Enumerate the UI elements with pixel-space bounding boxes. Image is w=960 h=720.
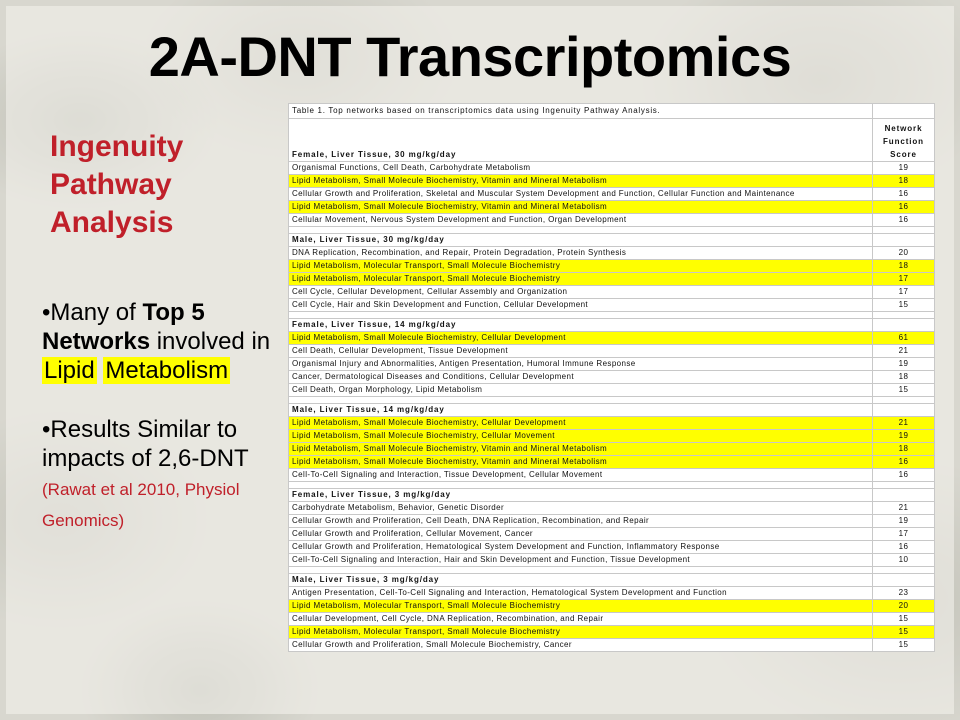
score-cell: 18 bbox=[873, 443, 935, 456]
table-row bbox=[289, 299, 935, 312]
network-cell: Cellular Development, Cell Cycle, DNA Replication, Recombination, and Repair bbox=[289, 613, 873, 626]
network-cell: Organismal Functions, Cell Death, Carbohydrate Metabolism bbox=[289, 162, 873, 175]
table-row bbox=[289, 528, 935, 541]
table-row bbox=[289, 502, 935, 515]
score-cell: 17 bbox=[873, 528, 935, 541]
table-group-row bbox=[289, 574, 935, 587]
table-row bbox=[289, 384, 935, 397]
table-spacer-row bbox=[289, 227, 935, 234]
network-cell: Cell Cycle, Cellular Development, Cellular Assembly and Organization bbox=[289, 286, 873, 299]
score-cell: 10 bbox=[873, 554, 935, 567]
table-row bbox=[289, 286, 935, 299]
network-cell: Cell-To-Cell Signaling and Interaction, Tissue Development, Cellular Movement bbox=[289, 469, 873, 482]
network-cell: Lipid Metabolism, Small Molecule Biochemistry, Vitamin and Mineral Metabolism bbox=[289, 443, 873, 456]
table-spacer-row bbox=[289, 482, 935, 489]
score-cell: 21 bbox=[873, 502, 935, 515]
score-cell: 61 bbox=[873, 332, 935, 345]
score-cell: 21 bbox=[873, 417, 935, 430]
table-row bbox=[289, 260, 935, 273]
table-row bbox=[289, 626, 935, 639]
score-cell: 15 bbox=[873, 613, 935, 626]
network-cell: Lipid Metabolism, Molecular Transport, Small Molecule Biochemistry bbox=[289, 260, 873, 273]
table-row bbox=[289, 587, 935, 600]
table-row bbox=[289, 430, 935, 443]
table-spacer-row bbox=[289, 397, 935, 404]
ipa-line: Pathway bbox=[50, 168, 172, 201]
bullet-list bbox=[42, 298, 282, 565]
network-cell: DNA Replication, Recombination, and Repair, Protein Degradation, Protein Synthesis bbox=[289, 247, 873, 260]
ipa-line: Analysis bbox=[50, 206, 174, 239]
group-label: Female, Liver Tissue, 3 mg/kg/day bbox=[289, 489, 873, 502]
network-cell: Lipid Metabolism, Molecular Transport, Small Molecule Biochemistry bbox=[289, 273, 873, 286]
table-row bbox=[289, 332, 935, 345]
network-cell: Organismal Injury and Abnormalities, Antigen Presentation, Humoral Immune Response bbox=[289, 358, 873, 371]
table-row bbox=[289, 443, 935, 456]
network-cell: Lipid Metabolism, Small Molecule Biochemistry, Vitamin and Mineral Metabolism bbox=[289, 456, 873, 469]
table-row bbox=[289, 417, 935, 430]
network-cell: Cell-To-Cell Signaling and Interaction, Hair and Skin Development and Function, Tissue Development bbox=[289, 554, 873, 567]
network-cell: Cell Death, Cellular Development, Tissue Development bbox=[289, 345, 873, 358]
score-header-line: Score bbox=[890, 150, 917, 159]
network-cell: Lipid Metabolism, Small Molecule Biochemistry, Cellular Development bbox=[289, 417, 873, 430]
score-cell: 19 bbox=[873, 162, 935, 175]
table-group-row bbox=[289, 234, 935, 247]
table-row bbox=[289, 214, 935, 227]
score-cell: 19 bbox=[873, 515, 935, 528]
table-row bbox=[289, 175, 935, 188]
table-row bbox=[289, 201, 935, 214]
network-cell: Lipid Metabolism, Molecular Transport, Small Molecule Biochemistry bbox=[289, 600, 873, 613]
score-cell: 15 bbox=[873, 639, 935, 652]
score-cell: 19 bbox=[873, 430, 935, 443]
score-cell: 20 bbox=[873, 247, 935, 260]
score-cell: 16 bbox=[873, 188, 935, 201]
score-cell: 16 bbox=[873, 541, 935, 554]
score-cell: 16 bbox=[873, 201, 935, 214]
table-caption: Table 1. Top networks based on transcriptomics data using Ingenuity Pathway Analysis. bbox=[289, 104, 873, 119]
score-cell: 18 bbox=[873, 260, 935, 273]
table-row bbox=[289, 247, 935, 260]
group-label: Female, Liver Tissue, 14 mg/kg/day bbox=[289, 319, 873, 332]
score-cell: 19 bbox=[873, 358, 935, 371]
network-cell: Cellular Growth and Proliferation, Hematological System Development and Function, Inflammatory Response bbox=[289, 541, 873, 554]
networks-table bbox=[288, 103, 934, 652]
group-label: Male, Liver Tissue, 3 mg/kg/day bbox=[289, 574, 873, 587]
network-cell: Cellular Growth and Proliferation, Skeletal and Muscular System Development and Function, Cellular Function and Maintenance bbox=[289, 188, 873, 201]
table-row bbox=[289, 613, 935, 626]
score-cell: 16 bbox=[873, 214, 935, 227]
network-cell: Antigen Presentation, Cell-To-Cell Signaling and Interaction, Hematological System Development and Function bbox=[289, 587, 873, 600]
ipa-line: Ingenuity bbox=[50, 130, 184, 163]
table-row bbox=[289, 600, 935, 613]
network-cell: Cell Cycle, Hair and Skin Development and Function, Cellular Development bbox=[289, 299, 873, 312]
table-row bbox=[289, 162, 935, 175]
score-cell: 20 bbox=[873, 600, 935, 613]
table-group-row bbox=[289, 404, 935, 417]
score-cell: 15 bbox=[873, 626, 935, 639]
bullet-lipid: •Many of Top 5 Networks involved in Lipid Metabolism bbox=[42, 299, 271, 384]
table-row bbox=[289, 371, 935, 384]
network-cell: Cellular Growth and Proliferation, Small Molecule Biochemistry, Cancer bbox=[289, 639, 873, 652]
network-cell: Lipid Metabolism, Molecular Transport, Small Molecule Biochemistry bbox=[289, 626, 873, 639]
network-cell: Lipid Metabolism, Small Molecule Biochemistry, Cellular Movement bbox=[289, 430, 873, 443]
score-cell: 18 bbox=[873, 371, 935, 384]
table-row bbox=[289, 541, 935, 554]
network-cell: Carbohydrate Metabolism, Behavior, Genetic Disorder bbox=[289, 502, 873, 515]
highlight-metabolism: Metabolism bbox=[105, 357, 229, 384]
group-label: Male, Liver Tissue, 30 mg/kg/day bbox=[289, 234, 873, 247]
score-cell: 17 bbox=[873, 273, 935, 286]
score-cell: 18 bbox=[873, 175, 935, 188]
citation: (Rawat et al 2010, Physiol Genomics) bbox=[42, 480, 240, 530]
score-cell: 17 bbox=[873, 286, 935, 299]
score-header bbox=[873, 119, 935, 162]
score-cell: 23 bbox=[873, 587, 935, 600]
table-group-row bbox=[289, 119, 935, 162]
network-cell: Lipid Metabolism, Small Molecule Biochemistry, Vitamin and Mineral Metabolism bbox=[289, 201, 873, 214]
group-label: Male, Liver Tissue, 14 mg/kg/day bbox=[289, 404, 873, 417]
network-cell: Lipid Metabolism, Small Molecule Biochemistry, Cellular Development bbox=[289, 332, 873, 345]
table-group-row bbox=[289, 489, 935, 502]
table-caption-row bbox=[289, 104, 935, 119]
score-cell: 16 bbox=[873, 469, 935, 482]
score-cell: 16 bbox=[873, 456, 935, 469]
ipa-heading bbox=[50, 128, 250, 242]
slide-title: 2A-DNT Transcriptomics bbox=[148, 25, 792, 88]
score-cell: 15 bbox=[873, 384, 935, 397]
network-cell: Lipid Metabolism, Small Molecule Biochemistry, Vitamin and Mineral Metabolism bbox=[289, 175, 873, 188]
highlight-lipid: Lipid bbox=[44, 357, 95, 384]
table-spacer-row bbox=[289, 567, 935, 574]
table-row bbox=[289, 639, 935, 652]
bullet-results: •Results Similar to impacts of 2,6-DNT (Rawat et al 2010, Physiol Genomics) bbox=[42, 416, 249, 530]
network-cell: Cellular Growth and Proliferation, Cellular Movement, Cancer bbox=[289, 528, 873, 541]
table-row bbox=[289, 469, 935, 482]
score-cell: 21 bbox=[873, 345, 935, 358]
network-cell: Cell Death, Organ Morphology, Lipid Metabolism bbox=[289, 384, 873, 397]
table-group-row bbox=[289, 319, 935, 332]
network-cell: Cellular Growth and Proliferation, Cell Death, DNA Replication, Recombination, and Repair bbox=[289, 515, 873, 528]
network-cell: Cellular Movement, Nervous System Development and Function, Organ Development bbox=[289, 214, 873, 227]
table-row bbox=[289, 358, 935, 371]
table-spacer-row bbox=[289, 312, 935, 319]
table-row bbox=[289, 456, 935, 469]
group-label: Female, Liver Tissue, 30 mg/kg/day bbox=[289, 119, 873, 162]
table-row bbox=[289, 345, 935, 358]
table-row bbox=[289, 273, 935, 286]
score-header-line: Network bbox=[884, 124, 923, 133]
table-row bbox=[289, 554, 935, 567]
score-cell: 15 bbox=[873, 299, 935, 312]
score-header-line: Function bbox=[883, 137, 924, 146]
table-row bbox=[289, 515, 935, 528]
table-row bbox=[289, 188, 935, 201]
network-cell: Cancer, Dermatological Diseases and Conditions, Cellular Development bbox=[289, 371, 873, 384]
